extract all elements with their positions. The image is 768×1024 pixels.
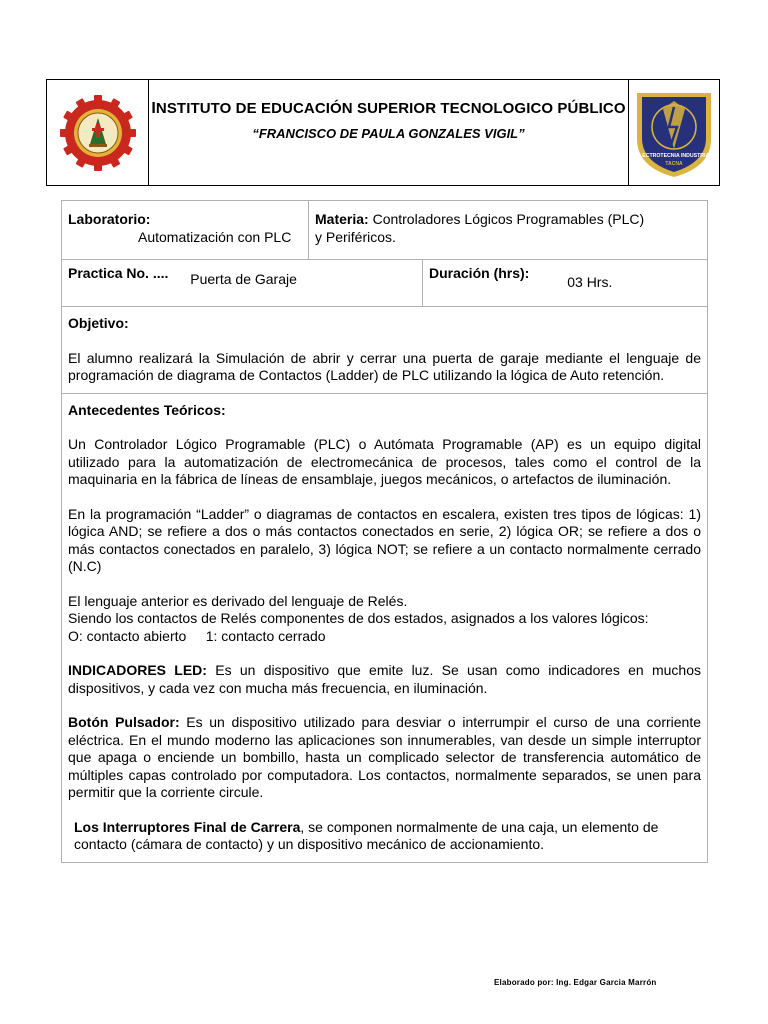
document-header: [46, 79, 720, 186]
institute-title: INSTITUTO DE EDUCACIÓN SUPERIOR TECNOLOGICO PÚBLICO: [151, 100, 626, 117]
led-text: Es un dispositivo que emite luz. Se usan como indicadores en muchos dispositivos, y cada vez con mucha más frecuencia, en iluminación.: [68, 662, 701, 696]
practice-label: Practica No. ....: [68, 265, 169, 281]
institute-title-block: [149, 80, 628, 185]
crest-text: ELECTROTECNIA INDUSTRIAL: [635, 152, 713, 159]
objective-cell: [62, 307, 707, 393]
lab-value: Automatización con PLC: [138, 228, 292, 245]
form-row-theory: [62, 394, 707, 862]
duration-cell: [422, 260, 707, 306]
form-row-objective: [62, 307, 707, 394]
theory-relay-line-1: El lenguaje anterior es derivado del lenguaje de Relés.: [68, 592, 408, 609]
left-logo-cell: [47, 80, 149, 185]
theory-cell: [62, 394, 707, 862]
theory-label: Antecedentes Teóricos:: [68, 401, 226, 418]
objective-label: Objetivo:: [68, 315, 129, 331]
crest-city: TACNA: [665, 160, 683, 167]
theory-paragraph-plc: Un Controlador Lógico Programable (PLC) o Autómata Programable (AP) es un equipo digital utilizado para la automatización de electromecánica de procesos, tales como el control de la maquinaria en la fábrica de líneas de ensamblaje, juegos mecánicos, o artefactos de iluminación.: [68, 436, 701, 487]
practice-form: [61, 200, 708, 863]
lab-cell: [62, 201, 308, 259]
duration-value: 03 Hrs.: [567, 274, 613, 290]
button-paragraph: [68, 714, 701, 802]
limit-switch-text: , se componen normalmente de una caja, un elemento de contacto (cámara de contacto) y un dispositivo mecánico de accionamiento.: [74, 818, 659, 852]
button-text: Es un dispositivo utilizado para desviar o interrumpir el curso de una corriente eléctrica. En el mundo moderno las aplicaciones son innumerables, van desde un simple interruptor que apaga o enciende un bombillo, hasta un complicado selector de transferencia automático de múltiples capas controlado por computadora. Los contactos, normalmente separados, se unen para permitir que la corriente circule.: [68, 714, 701, 800]
practice-value: Puerta de Garaje: [190, 271, 297, 287]
institute-seal-icon: [59, 94, 137, 172]
lab-label: Laboratorio:: [68, 211, 151, 227]
subject-value: Controladores Lógicos Programables (PLC): [368, 211, 645, 227]
led-label: INDICADORES LED:: [68, 662, 207, 678]
duration-label: Duración (hrs):: [429, 265, 530, 281]
author-footer: Elaborado por: Ing. Edgar Garcia Marrón: [494, 978, 657, 987]
form-row-practice-duration: [62, 260, 707, 307]
limit-switch-paragraph: [68, 819, 701, 854]
theory-relay-line-3: O: contacto abierto 1: contacto cerrado: [68, 627, 326, 644]
form-row-lab-subject: [62, 201, 707, 260]
right-logo-cell: [628, 80, 719, 185]
practice-cell: [62, 260, 422, 306]
theory-paragraph-ladder: En la programación “Ladder” o diagramas de contactos en escalera, existen tres tipos de lógicas: 1) lógica AND; se refiere a dos o más contactos conectados en serie, 2) lógica OR; se refiere a dos o más contactos conectados en paralelo, 3) lógica NOT; se refiere a un contacto normalmente cerrado (N.C): [68, 505, 701, 574]
subject-label: Materia:: [315, 211, 369, 227]
button-label: Botón Pulsador:: [68, 714, 180, 730]
institute-subtitle: “FRANCISCO DE PAULA GONZALES VIGIL”: [252, 126, 525, 141]
led-paragraph: [68, 662, 701, 697]
subject-cell: [308, 201, 707, 259]
theory-relay-line-2: Siendo los contactos de Relés componentes de dos estados, asignados a los valores lógicos:: [68, 610, 649, 626]
limit-switch-label: Los Interruptores Final de Carrera: [74, 818, 301, 835]
subject-value-cont: y Periféricos.: [315, 228, 396, 245]
electronics-crest-icon: [633, 87, 715, 179]
objective-text: El alumno realizará la Simulación de abrir y cerrar una puerta de garaje mediante el lenguaje de programación de diagrama de Contactos (Ladder) de PLC utilizando la lógica de Auto retención.: [68, 349, 701, 383]
